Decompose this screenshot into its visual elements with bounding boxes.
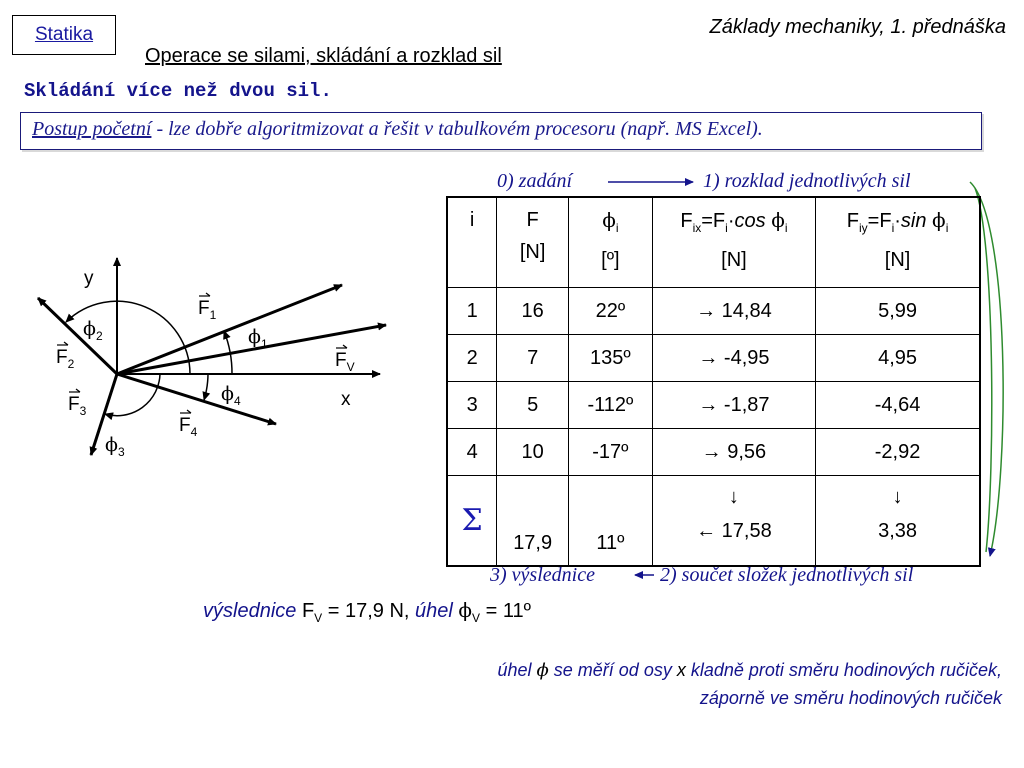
header-phi-sub: i: [615, 221, 619, 235]
header-i-text: i: [469, 209, 475, 231]
note-axis-x: x: [676, 660, 686, 680]
sum-symbol: [447, 476, 497, 567]
f1-label-sub: 1: [209, 307, 217, 322]
f3-label-sub: 3: [79, 403, 87, 418]
table-sum-row: [447, 476, 980, 567]
cell-i: 3: [447, 382, 497, 429]
phi4-label: $\phi_4$: [221, 383, 241, 408]
cell-i: 2: [447, 335, 497, 382]
cell-fx-value: 14,84: [721, 299, 772, 322]
cell-i: 1: [447, 288, 497, 335]
y-axis-label: y: [84, 268, 94, 289]
fv-label-f: F: [335, 350, 347, 371]
f1-label-f: F: [198, 298, 210, 319]
note-part-a: úhel: [497, 660, 537, 680]
result-label: výslednice: [203, 600, 297, 622]
phi2-label: $\phi_2$: [83, 318, 103, 343]
statika-tag-label: Statika: [34, 24, 94, 45]
section-heading: Skládání více než dvou sil.: [24, 80, 332, 102]
cell-f: 7: [497, 335, 569, 382]
header-phi-unit: [º]: [601, 249, 620, 271]
header-fx-unit: [N]: [721, 249, 747, 271]
f2-label-sub: 2: [67, 356, 75, 371]
cell-f: 16: [497, 288, 569, 335]
phi1-sub: 1: [260, 336, 268, 351]
result-fv-value: = 17,9 N,: [322, 600, 416, 622]
cell-phi: -112º: [569, 382, 653, 429]
step-3-label: 3) výslednice: [490, 564, 595, 586]
result-line: výslednice $F_V = 17,9$ N, úhel $\phi_V$ = 11º: [203, 598, 531, 625]
lecture-title: Základy mechaniky, 1. přednáška: [709, 16, 1006, 38]
phi1-label: $\phi_1$: [248, 326, 268, 351]
cell-fx: → -4,95: [652, 335, 815, 382]
cell-fx-value: -4,95: [723, 346, 770, 369]
cell-fx: → 14,84: [652, 288, 815, 335]
cell-f: 10: [497, 429, 569, 476]
header-fx: $F_{ix}=F_i\cdot\cos$ $\phi_i$ [N]: [652, 197, 815, 288]
table-row: [447, 382, 980, 429]
result-phi-value: = 11º: [480, 600, 531, 622]
calculation-table: [446, 196, 981, 567]
method-link[interactable]: Postup početní: [32, 118, 152, 140]
angle-note-line1: úhel ϕ se měří od osy x kladně proti směru hodinových ručiček,: [497, 660, 1002, 681]
step-2-label: 2) součet složek jednotlivých sil: [660, 564, 914, 586]
angle-note-line2: záporně ve směru hodinových ručiček: [699, 688, 1002, 708]
phi3-label: $\phi_3$: [105, 434, 125, 459]
result-angle-label: úhel: [415, 600, 453, 622]
cell-fy: -2,92: [816, 429, 980, 476]
step-1-label: 1) rozklad jednotlivých sil: [703, 170, 911, 192]
cell-phi: 135º: [569, 335, 653, 382]
header-i: [447, 197, 497, 288]
f4-label-sub: 4: [190, 424, 198, 439]
phi3-sub: 3: [117, 444, 125, 459]
method-text: - lze dobře algoritmizovat a řešit v tabulkovém procesoru (např. MS Excel).: [151, 118, 763, 140]
step-0-label: 0) zadání: [497, 170, 572, 192]
header-phi: $\phi_i$ [º]: [569, 197, 653, 288]
f4-label-f: F: [179, 415, 191, 436]
fv-label-sub: V: [346, 359, 355, 374]
note-part-b: se měří od osy: [548, 660, 677, 680]
cell-fx-value: 9,56: [727, 440, 767, 463]
table-row: [447, 288, 980, 335]
cell-i: 4: [447, 429, 497, 476]
header-f: [497, 197, 569, 288]
header-fy: $F_{iy}=F_i\cdot\sin$ $\phi_i$ [N]: [816, 197, 980, 288]
table-row: [447, 335, 980, 382]
header-f-unit: [N]: [519, 241, 546, 263]
note-part-c: kladně proti směru hodinových ručiček,: [685, 660, 1002, 680]
cell-fy: 5,99: [816, 288, 980, 335]
sum-fx: ↓ ← 17,58: [652, 476, 815, 567]
cell-fx: → 9,56: [652, 429, 815, 476]
cell-phi: -17º: [569, 429, 653, 476]
sum-fy-value: 3,38: [878, 520, 918, 542]
sum-symbol-text: Σ: [461, 503, 483, 538]
phi2-sub: 2: [95, 328, 103, 343]
sum-fx-value: 17,58: [721, 520, 772, 542]
sum-fy: ↓ 3,38: [816, 476, 980, 567]
cell-fx-value: -1,87: [723, 393, 770, 416]
cell-f: 5: [497, 382, 569, 429]
sum-phi-value: 11º: [596, 532, 625, 554]
cell-fy: 4,95: [816, 335, 980, 382]
table-header-row: [447, 197, 980, 288]
f2-label-f: F: [56, 347, 68, 368]
slide-subtitle: Operace se silami, skládání a rozklad sil: [145, 45, 502, 67]
sum-f: [497, 476, 569, 567]
f3-label-f: F: [68, 394, 80, 415]
cell-fx: → -1,87: [652, 382, 815, 429]
cell-phi: 22º: [569, 288, 653, 335]
header-fy-unit: [N]: [884, 249, 911, 271]
cell-fy: -4,64: [816, 382, 980, 429]
header-f-text: F: [526, 209, 539, 231]
phi4-sub: 4: [233, 393, 241, 408]
table-row: [447, 429, 980, 476]
sum-f-value: 17,9: [513, 532, 553, 554]
sum-phi: [569, 476, 653, 567]
x-axis-label: x: [341, 389, 351, 410]
